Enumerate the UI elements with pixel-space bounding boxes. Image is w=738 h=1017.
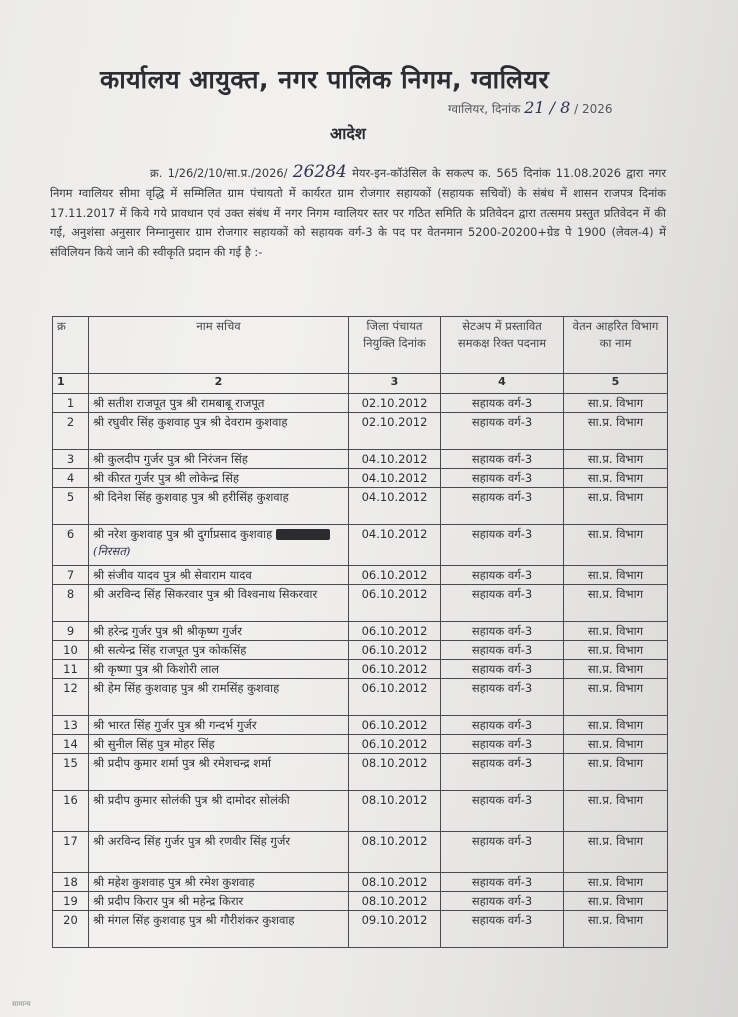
- serial-cell: [53, 679, 89, 716]
- post-cell-text: सहायक वर्ग-3: [471, 568, 533, 582]
- serial-cell-text: 20: [63, 913, 78, 927]
- date-cell-text: 02.10.2012: [361, 396, 428, 410]
- footer-mark: सामान्य: [12, 1000, 31, 1008]
- date-cell-text: 08.10.2012: [361, 793, 428, 807]
- dept-cell: [564, 873, 668, 892]
- post-cell-text: सहायक वर्ग-3: [471, 490, 533, 504]
- dept-cell-text: सा.प्र. विभाग: [587, 793, 644, 807]
- header-dept: वेतन आहरित विभाग का नाम: [564, 317, 668, 374]
- dept-cell-text: सा.प्र. विभाग: [587, 643, 644, 657]
- dept-cell-text: सा.प्र. विभाग: [587, 568, 644, 582]
- dept-cell-text: सा.प्र. विभाग: [587, 415, 644, 429]
- post-cell: [441, 735, 564, 754]
- name-cell-text: श्री संजीव यादव पुत्र श्री सेवाराम यादव: [93, 568, 252, 582]
- dept-cell-text: सा.प्र. विभाग: [587, 737, 644, 751]
- serial-cell-text: 6: [66, 527, 75, 541]
- post-cell: [441, 873, 564, 892]
- post-cell-text: सहायक वर्ग-3: [471, 396, 533, 410]
- date-cell-text: 08.10.2012: [361, 875, 428, 889]
- column-number: 5: [564, 374, 668, 394]
- post-cell-text: सहायक वर्ग-3: [471, 471, 533, 485]
- handwritten-note: (निरसत): [93, 544, 131, 558]
- serial-cell-text: 8: [66, 587, 75, 601]
- dept-cell: [564, 585, 668, 622]
- serial-cell: [53, 892, 89, 911]
- dateline-prefix: ग्वालियर, दिनांक: [448, 102, 521, 116]
- name-cell: [89, 735, 349, 754]
- dept-cell-text: सा.प्र. विभाग: [587, 756, 644, 770]
- date-cell-text: 06.10.2012: [361, 718, 428, 732]
- post-cell: [441, 641, 564, 660]
- post-cell: [441, 716, 564, 735]
- date-cell: [349, 873, 441, 892]
- serial-cell: [53, 585, 89, 622]
- post-cell: [441, 469, 564, 488]
- header-serial: क्र: [53, 317, 89, 374]
- column-number: 4: [441, 374, 564, 394]
- serial-cell-text: 14: [63, 737, 78, 751]
- header-date: जिला पंचायत नियुक्ति दिनांक: [349, 317, 441, 374]
- serial-cell-text: 3: [66, 452, 75, 466]
- date-cell: [349, 525, 441, 566]
- name-cell: [89, 469, 349, 488]
- serial-cell-text: 19: [63, 894, 78, 908]
- dept-cell-text: सा.प्र. विभाग: [587, 875, 644, 889]
- date-cell: [349, 488, 441, 525]
- serial-cell: [53, 873, 89, 892]
- name-cell-text: श्री हरेन्द्र गुर्जर पुत्र श्री श्रीकृष्ण गुर्जर: [93, 624, 242, 638]
- post-cell: [441, 566, 564, 585]
- post-cell: [441, 413, 564, 450]
- column-number: 3: [349, 374, 441, 394]
- serial-cell-text: 12: [63, 681, 78, 695]
- name-cell-text: श्री कुलदीप गुर्जर पुत्र श्री निरंजन सिंह: [93, 452, 248, 466]
- post-cell-text: सहायक वर्ग-3: [471, 875, 533, 889]
- post-cell-text: सहायक वर्ग-3: [471, 624, 533, 638]
- date-cell-text: 06.10.2012: [361, 662, 428, 676]
- name-cell-text: श्री अरविन्द सिंह गुर्जर पुत्र श्री रणवीर सिंह गुर्जर: [93, 834, 291, 848]
- name-cell-text: श्री प्रदीप किरार पुत्र श्री महेन्द्र किरार: [93, 894, 244, 908]
- post-cell-text: सहायक वर्ग-3: [471, 527, 533, 541]
- dept-cell: [564, 679, 668, 716]
- post-cell-text: सहायक वर्ग-3: [471, 793, 533, 807]
- date-cell: [349, 892, 441, 911]
- dept-cell: [564, 660, 668, 679]
- dept-cell-text: सा.प्र. विभाग: [587, 396, 644, 410]
- date-cell: [349, 832, 441, 873]
- dept-cell: [564, 641, 668, 660]
- table-row: [53, 641, 668, 660]
- serial-cell-text: 1: [66, 396, 75, 410]
- office-title: कार्यालय आयुक्त, नगर पालिक निगम, ग्वालियर: [100, 65, 550, 94]
- date-cell: [349, 566, 441, 585]
- serial-cell: [53, 450, 89, 469]
- serial-cell-text: 13: [63, 718, 78, 732]
- date-cell-text: 08.10.2012: [361, 756, 428, 770]
- table-row: [53, 413, 668, 450]
- post-cell: [441, 394, 564, 413]
- date-cell: [349, 911, 441, 948]
- date-cell-text: 09.10.2012: [361, 913, 428, 927]
- dept-cell: [564, 394, 668, 413]
- table-row: [53, 566, 668, 585]
- serial-cell: [53, 660, 89, 679]
- serial-cell: [53, 566, 89, 585]
- dept-cell-text: सा.प्र. विभाग: [587, 681, 644, 695]
- dept-cell-text: सा.प्र. विभाग: [587, 490, 644, 504]
- dept-cell: [564, 525, 668, 566]
- name-cell-text: श्री प्रदीप कुमार शर्मा पुत्र श्री रमेशचन्द्र शर्मा: [93, 756, 271, 770]
- post-cell-text: सहायक वर्ग-3: [471, 681, 533, 695]
- name-cell-text: श्री कृष्णा पुत्र श्री किशोरी लाल: [93, 662, 220, 676]
- date-cell: [349, 394, 441, 413]
- date-cell-text: 08.10.2012: [361, 894, 428, 908]
- date-cell-text: 06.10.2012: [361, 643, 428, 657]
- serial-cell-text: 5: [66, 490, 75, 504]
- name-cell-text: श्री प्रदीप कुमार सोलंकी पुत्र श्री दामोदर सोलंकी: [93, 793, 290, 807]
- table-row: [53, 622, 668, 641]
- date-cell-text: 06.10.2012: [361, 568, 428, 582]
- dept-cell: [564, 488, 668, 525]
- date-cell-text: 06.10.2012: [361, 681, 428, 695]
- table-row: [53, 679, 668, 716]
- dept-cell: [564, 450, 668, 469]
- name-cell-text: श्री दिनेश सिंह कुशवाह पुत्र श्री हरीसिंह कुशवाह: [93, 490, 289, 504]
- post-cell-text: सहायक वर्ग-3: [471, 415, 533, 429]
- serial-cell: [53, 394, 89, 413]
- name-cell-text: श्री सुनील सिंह पुत्र मोहर सिंह: [93, 737, 215, 751]
- post-cell-text: सहायक वर्ग-3: [471, 452, 533, 466]
- serial-cell: [53, 525, 89, 566]
- post-cell-text: सहायक वर्ग-3: [471, 737, 533, 751]
- dept-cell: [564, 469, 668, 488]
- name-cell: [89, 525, 349, 566]
- name-cell-text: श्री रघुवीर सिंह कुशवाह पुत्र श्री देवराम कुशवाह: [93, 415, 288, 429]
- dept-cell-text: सा.प्र. विभाग: [587, 624, 644, 638]
- name-cell: [89, 641, 349, 660]
- name-cell: [89, 873, 349, 892]
- dateline-year: / 2026: [574, 102, 613, 116]
- name-cell: [89, 911, 349, 948]
- header-post: सेटअप में प्रस्तावित समकक्ष रिक्त पदनाम: [441, 317, 564, 374]
- date-cell: [349, 660, 441, 679]
- dept-cell: [564, 754, 668, 791]
- post-cell: [441, 791, 564, 832]
- dept-cell: [564, 566, 668, 585]
- serial-cell-text: 2: [66, 415, 75, 429]
- date-cell: [349, 716, 441, 735]
- order-body-text: मेयर-इन-कॉउंसिल के सकल्प क. 565 दिनांक 11.08.2026 द्वारा नगर निगम ग्वालियर सीमा वृद्धि में सम्मिलित ग्राम पंचायतो में कार्यरत ग्राम रोजगार सहायकों (सहायक सचिवों) के संबंध में शासन राजपत्र दिनांक 17.11.2017 में किये गये प्रावधान एवं उक्त संबंध में नगर निगम ग्वालियर स्तर पर गठित समिति के प्रतिवेदन द्वारा तत्समय प्रस्तुत प्रतिवेदन में की गई, अनुशंसा अनुसार निम्नानुसार ग्राम रोजगार सहायकों को सहायक वर्ग-3 के पद पर वेतनमान 5200-20200+ग्रेड पे 1900 (लेवल-4) में संविलियन किये जाने की स्वीकृति प्रदान की गई है :-: [50, 166, 666, 260]
- date-cell: [349, 622, 441, 641]
- date-cell-text: 02.10.2012: [361, 415, 428, 429]
- table-row: [53, 754, 668, 791]
- serial-cell: [53, 735, 89, 754]
- name-cell: [89, 754, 349, 791]
- serial-cell-text: 4: [66, 471, 75, 485]
- table-row: [53, 735, 668, 754]
- serial-cell: [53, 716, 89, 735]
- serial-cell: [53, 641, 89, 660]
- name-cell-text: श्री अरविन्द सिंह सिकरवार पुत्र श्री विश्वनाथ सिकरवार: [93, 587, 318, 601]
- table-row: [53, 488, 668, 525]
- post-cell: [441, 754, 564, 791]
- post-cell-text: सहायक वर्ग-3: [471, 587, 533, 601]
- table-row: [53, 394, 668, 413]
- dept-cell: [564, 735, 668, 754]
- table-header-row: [53, 317, 668, 374]
- reference-number: क्र. 1/26/2/10/सा.प्र./2026/: [150, 166, 288, 180]
- column-number: 2: [89, 374, 349, 394]
- dept-cell: [564, 832, 668, 873]
- post-cell: [441, 660, 564, 679]
- appointment-table: [52, 316, 668, 948]
- dept-cell-text: सा.प्र. विभाग: [587, 662, 644, 676]
- serial-cell-text: 17: [63, 834, 78, 848]
- post-cell-text: सहायक वर्ग-3: [471, 756, 533, 770]
- header-name: नाम सचिव: [89, 317, 349, 374]
- post-cell: [441, 622, 564, 641]
- date-cell: [349, 641, 441, 660]
- post-cell: [441, 450, 564, 469]
- date-cell-text: 04.10.2012: [361, 490, 428, 504]
- name-cell-text: श्री सत्येन्द्र सिंह राजपूत पुत्र कोकसिंह: [93, 643, 247, 657]
- table-row: [53, 873, 668, 892]
- post-cell: [441, 585, 564, 622]
- name-cell: [89, 660, 349, 679]
- serial-cell-text: 16: [63, 793, 78, 807]
- date-cell: [349, 469, 441, 488]
- name-cell-text: श्री हेम सिंह कुशवाह पुत्र श्री रामसिंह कुशवाह: [93, 681, 280, 695]
- name-cell-text: श्री नरेश कुशवाह पुत्र श्री दुर्गाप्रसाद कुशवाह: [93, 527, 273, 541]
- serial-cell: [53, 413, 89, 450]
- post-cell: [441, 488, 564, 525]
- name-cell: [89, 413, 349, 450]
- dept-cell-text: सा.प्र. विभाग: [587, 913, 644, 927]
- serial-cell: [53, 832, 89, 873]
- post-cell-text: सहायक वर्ग-3: [471, 718, 533, 732]
- name-cell-text: श्री भारत सिंह गुर्जर पुत्र श्री गन्दर्भ गुर्जर: [93, 718, 257, 732]
- dept-cell-text: सा.प्र. विभाग: [587, 718, 644, 732]
- name-cell-text: श्री सतीश राजपूत पुत्र श्री रामबाबू राजपूत: [93, 396, 265, 410]
- serial-cell-text: 9: [66, 624, 75, 638]
- column-number: 1: [53, 374, 89, 394]
- serial-cell: [53, 469, 89, 488]
- date-cell: [349, 679, 441, 716]
- table-row: [53, 892, 668, 911]
- serial-cell: [53, 754, 89, 791]
- date-cell: [349, 585, 441, 622]
- post-cell-text: सहायक वर्ग-3: [471, 913, 533, 927]
- serial-cell-text: 15: [63, 756, 78, 770]
- dept-cell: [564, 413, 668, 450]
- name-cell: [89, 622, 349, 641]
- name-cell: [89, 585, 349, 622]
- date-cell: [349, 791, 441, 832]
- date-cell: [349, 754, 441, 791]
- dept-cell: [564, 911, 668, 948]
- dateline: [448, 98, 613, 117]
- serial-cell-text: 11: [63, 662, 78, 676]
- name-cell: [89, 450, 349, 469]
- date-cell-text: 08.10.2012: [361, 834, 428, 848]
- redaction-mark: [276, 529, 330, 540]
- date-cell-text: 06.10.2012: [361, 737, 428, 751]
- dept-cell: [564, 892, 668, 911]
- table-row: [53, 525, 668, 566]
- serial-cell: [53, 791, 89, 832]
- table-row: [53, 469, 668, 488]
- name-cell: [89, 566, 349, 585]
- dept-cell: [564, 622, 668, 641]
- dept-cell-text: सा.प्र. विभाग: [587, 834, 644, 848]
- post-cell-text: सहायक वर्ग-3: [471, 894, 533, 908]
- post-cell: [441, 679, 564, 716]
- name-cell: [89, 716, 349, 735]
- dateline-handwritten: 21 / 8: [524, 98, 571, 117]
- serial-cell: [53, 488, 89, 525]
- table-row: [53, 791, 668, 832]
- table-row: [53, 911, 668, 948]
- date-cell: [349, 450, 441, 469]
- name-cell-text: श्री मंगल सिंह कुशवाह पुत्र श्री गौरीशंकर कुशवाह: [93, 913, 295, 927]
- date-cell: [349, 735, 441, 754]
- dept-cell-text: सा.प्र. विभाग: [587, 527, 644, 541]
- date-cell-text: 06.10.2012: [361, 624, 428, 638]
- name-cell: [89, 488, 349, 525]
- dept-cell-text: सा.प्र. विभाग: [587, 587, 644, 601]
- dept-cell-text: सा.प्र. विभाग: [587, 452, 644, 466]
- post-cell: [441, 911, 564, 948]
- name-cell: [89, 791, 349, 832]
- name-cell: [89, 394, 349, 413]
- date-cell-text: 04.10.2012: [361, 527, 428, 541]
- serial-cell-text: 10: [63, 643, 78, 657]
- dept-cell-text: सा.प्र. विभाग: [587, 894, 644, 908]
- order-paragraph: [50, 163, 666, 263]
- reference-handwritten: 26284: [292, 162, 347, 182]
- date-cell-text: 04.10.2012: [361, 471, 428, 485]
- date-cell-text: 06.10.2012: [361, 587, 428, 601]
- dept-cell: [564, 716, 668, 735]
- name-cell: [89, 679, 349, 716]
- name-cell: [89, 832, 349, 873]
- serial-cell-text: 7: [66, 568, 75, 582]
- post-cell: [441, 892, 564, 911]
- name-cell-text: श्री कीरत गुर्जर पुत्र श्री लोकेन्द्र सिंह: [93, 471, 239, 485]
- date-cell: [349, 413, 441, 450]
- post-cell-text: सहायक वर्ग-3: [471, 834, 533, 848]
- table-row: [53, 832, 668, 873]
- table-row: [53, 450, 668, 469]
- dept-cell-text: सा.प्र. विभाग: [587, 471, 644, 485]
- post-cell: [441, 832, 564, 873]
- post-cell: [441, 525, 564, 566]
- post-cell-text: सहायक वर्ग-3: [471, 643, 533, 657]
- table-row: [53, 585, 668, 622]
- post-cell-text: सहायक वर्ग-3: [471, 662, 533, 676]
- name-cell-text: श्री महेश कुशवाह पुत्र श्री रमेश कुशवाह: [93, 875, 255, 889]
- order-heading: आदेश: [330, 124, 366, 143]
- table-row: [53, 660, 668, 679]
- name-cell: [89, 892, 349, 911]
- table-row: [53, 716, 668, 735]
- date-cell-text: 04.10.2012: [361, 452, 428, 466]
- serial-cell: [53, 622, 89, 641]
- serial-cell-text: 18: [63, 875, 78, 889]
- dept-cell: [564, 791, 668, 832]
- serial-cell: [53, 911, 89, 948]
- column-number-row: [53, 374, 668, 394]
